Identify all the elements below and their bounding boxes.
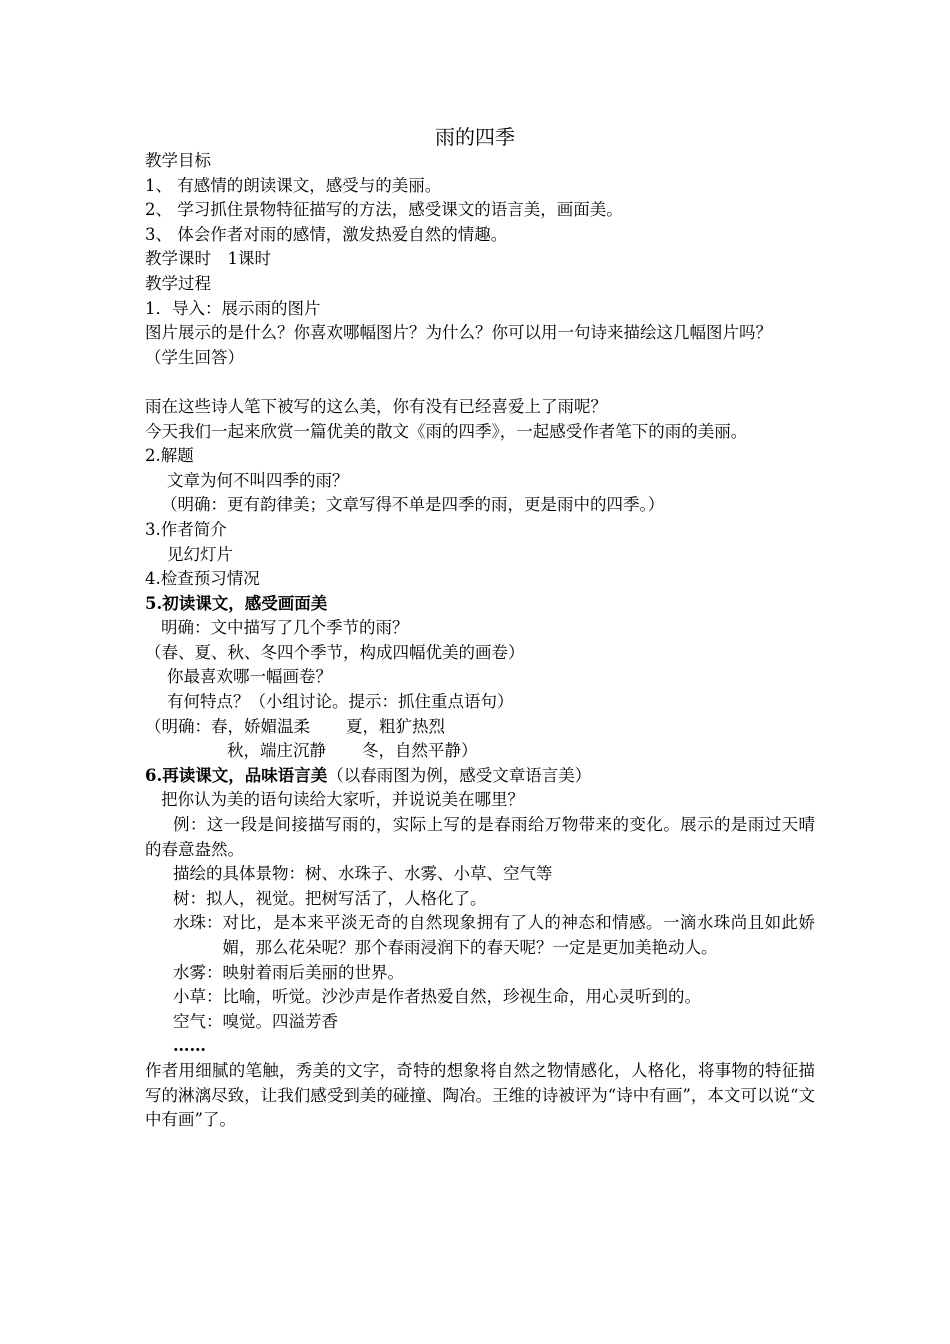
transition-paragraph-2: 今天我们一起来欣赏一篇优美的散文《雨的四季》，一起感受作者笔下的雨的美丽。	[145, 421, 748, 441]
step-3-heading: 3.作者简介	[145, 519, 227, 539]
described-scenery: 描绘的具体景物：树、水珠子、水雾、小草、空气等	[173, 864, 553, 884]
step-2-answer: （明确：更有韵律美；文章写得不单是四季的雨，更是雨中的四季。）	[161, 495, 665, 515]
step-1-heading: 1．导入：展示雨的图片	[145, 298, 321, 318]
step-5-answer: （春、夏、秋、冬四个季节，构成四幅优美的画卷）	[145, 642, 525, 662]
class-hours: 教学课时 1课时	[145, 249, 271, 269]
step-2-question: 文章为何不叫四季的雨？	[167, 470, 349, 490]
step-6-note: （以春雨图为例，感受文章语言美）	[327, 765, 592, 785]
step-5-heading: 5.初读课文，感受画面美	[145, 593, 328, 613]
step-1-answer-note: （学生回答）	[145, 347, 244, 367]
document-body	[145, 149, 815, 1133]
blank-line	[145, 370, 815, 395]
step-6-heading	[145, 764, 815, 789]
section-heading-process: 教学过程	[145, 273, 211, 293]
step-3-content: 见幻灯片	[167, 544, 233, 564]
analysis-water-drop	[145, 911, 815, 960]
analysis-grass: 小草：比喻，听觉。沙沙声是作者热爱自然，珍视生命，用心灵听到的。	[173, 987, 701, 1007]
step-5-question-3: 有何特点？（小组讨论。提示：抓住重点语句）	[167, 692, 514, 712]
step-6-title: 6.再读课文，品味语言美	[145, 765, 328, 785]
autumn-feature: 秋，端庄沉静	[227, 741, 326, 761]
step-4-heading: 4.检查预习情况	[145, 569, 260, 589]
step-5-question: 明确：文中描写了几个季节的雨？	[161, 618, 409, 638]
step-1-question: 图片展示的是什么？你喜欢哪幅图片？为什么？你可以用一句诗来描绘这几幅图片吗？	[145, 323, 772, 343]
step-6-question: 把你认为美的语句读给大家听，并说说美在哪里？	[161, 790, 524, 810]
water-drop-label: 水珠：	[173, 913, 223, 933]
analysis-mist: 水雾：映射着雨后美丽的世界。	[173, 962, 404, 982]
transition-paragraph-1: 雨在这些诗人笔下被写的这么美，你有没有已经喜爱上了雨呢？	[145, 396, 607, 416]
season-features-row-2	[145, 739, 815, 764]
objective-1: 1、 有感情的朗读课文，感受与的美丽。	[145, 175, 442, 195]
analysis-tree: 树：拟人，视觉。把树写活了，人格化了。	[173, 888, 487, 908]
objective-2: 2、 学习抓住景物特征描写的方法，感受课文的语言美，画面美。	[145, 200, 623, 220]
objective-3: 3、 体会作者对雨的感情，激发热爱自然的情趣。	[145, 224, 508, 244]
document-title: 雨的四季	[435, 125, 515, 149]
winter-feature: 冬，自然平静）	[362, 741, 478, 761]
step-5-question-2: 你最喜欢哪一幅画卷？	[167, 667, 332, 687]
water-drop-text: 对比，是本来平淡无奇的自然现象拥有了人的神态和情感。一滴水珠尚且如此娇媚，那么花朵呢？那个春雨浸润下的春天呢？一定是更加美艳动人。	[222, 913, 815, 957]
step-2-heading: 2.解题	[145, 446, 194, 466]
example-paragraph: 例：这一段是间接描写雨的，实际上写的是春雨给万物带来的变化。展示的是雨过天晴的春意盎然。	[145, 815, 815, 859]
summer-feature: 夏，粗犷热烈	[346, 716, 445, 736]
analysis-air: 空气：嗅觉。四溢芳香	[173, 1011, 338, 1031]
season-features-row-1	[145, 715, 815, 740]
section-heading-objectives: 教学目标	[145, 151, 211, 170]
ellipsis: ……	[173, 1036, 206, 1056]
conclusion-paragraph: 作者用细腻的笔触，秀美的文字，奇特的想象将自然之物情感化，人格化，将事物的特征描写的淋漓尽致，让我们感受到美的碰撞、陶冶。王维的诗被评为“诗中有画”，本文可以说“文中有画”了。	[145, 1060, 815, 1130]
spring-feature: （明确：春，娇媚温柔	[145, 716, 310, 736]
